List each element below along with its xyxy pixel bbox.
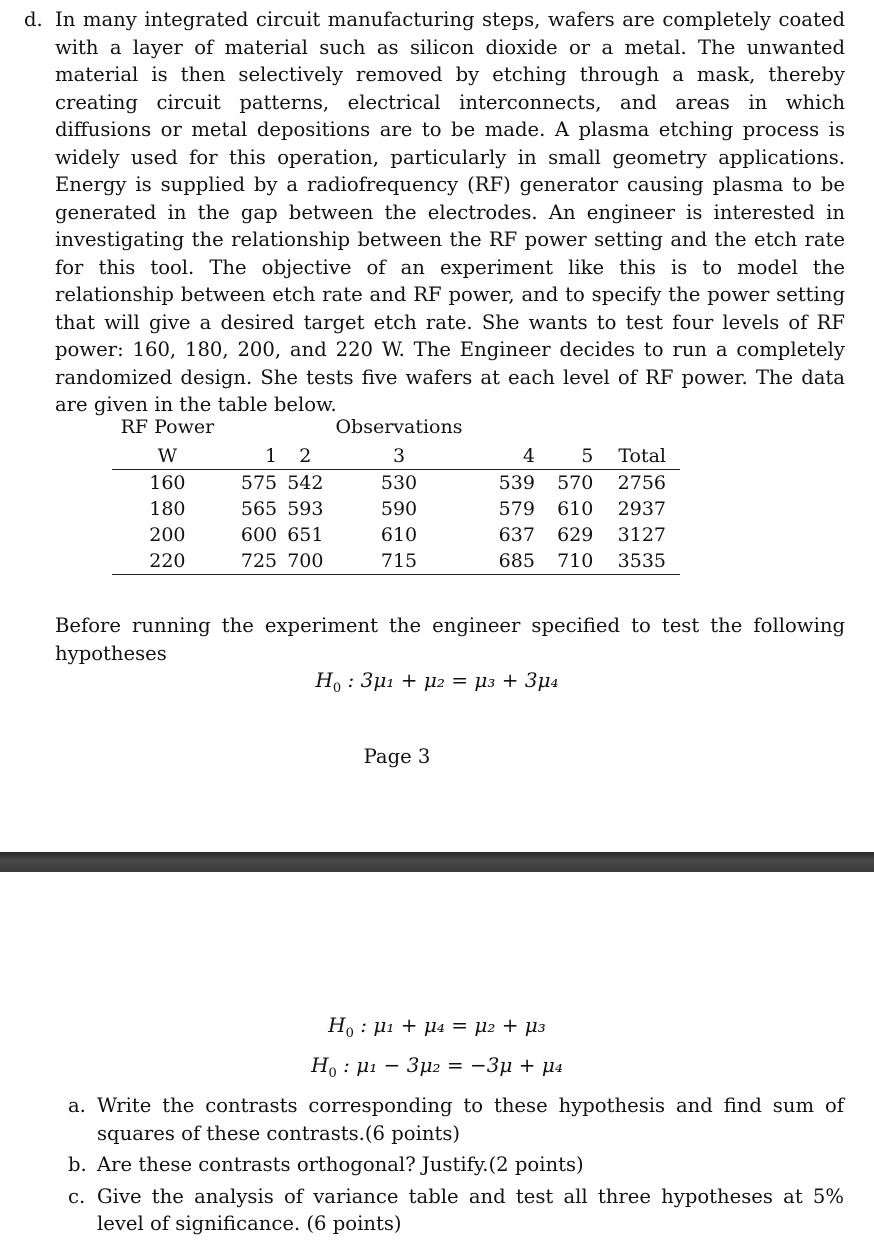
question-b	[68, 1151, 844, 1179]
table-cell: 590	[380, 498, 418, 520]
table-cell: 539	[498, 472, 535, 494]
table-cell: 2756	[617, 472, 666, 494]
col-header: Total	[593, 442, 680, 470]
col-header: 2	[277, 442, 333, 470]
table-cell: 542	[287, 472, 324, 494]
question-a	[68, 1092, 844, 1147]
table-cell: 200	[149, 524, 186, 546]
table-cell: 3127	[617, 524, 666, 546]
col-header: 4	[464, 442, 534, 470]
table-row	[112, 496, 680, 522]
col-header: 1	[223, 442, 277, 470]
problem-text: In many integrated circuit manufacturing steps, wafers are completely coated with a layer of material such as silicon dioxide or a metal. The unwanted material is then selectively removed by etching through a mask, thereby creating circuit patterns, electrical interconnects, and areas in which diffusions or metal depositions are to be made. A plasma etching process is widely used for this operation, particularly in small geometry applications. Energy is supplied by a radiofrequency (RF) generator causing plasma to be generated in the gap between the electrodes. An engineer is interested in investigating the relationship between the RF power setting and the etch rate for this tool. The objective of an experiment like this is to model the relationship between etch rate and RF power, and to specify the power setting that will give a desired target etch rate. She wants to test four levels of RF power: 160, 180, 200, and 220 W. The Engineer decides to run a completely randomized design. She tests five wafers at each level of RF power. The data are given in the table below.	[55, 8, 845, 416]
table-cell: 710	[535, 548, 593, 575]
table-cell: 610	[380, 524, 418, 546]
table-cell: 685	[464, 548, 534, 575]
problem-label: d.	[24, 8, 43, 31]
hypothesis-2: $H_0$ : μ₁ + μ₄ = μ₂ + μ₃	[328, 1013, 546, 1041]
col-header: W	[112, 442, 223, 470]
table-cell: 160	[149, 472, 186, 494]
hypothesis-3: $H_0$ : μ₁ − 3μ₂ = −3μ + μ₄	[311, 1053, 563, 1081]
question-list	[68, 1092, 844, 1242]
problem-paragraph	[24, 6, 845, 419]
table-cell: 530	[380, 472, 418, 494]
col-header: 5	[535, 442, 593, 470]
table-cell: 725	[223, 548, 277, 575]
table-row	[112, 522, 680, 548]
table-cell: 579	[498, 498, 535, 520]
question-label: b.	[68, 1153, 87, 1176]
table-row	[112, 548, 680, 575]
table-cell: 565	[240, 498, 278, 520]
table-cell: 180	[149, 498, 186, 520]
table-cell: 570	[557, 472, 594, 494]
question-c	[68, 1183, 844, 1238]
table-cell: 2937	[617, 498, 666, 520]
page-number: Page 3	[363, 745, 431, 768]
table-cell: 593	[287, 498, 324, 520]
table-cell: 629	[557, 524, 594, 546]
question-text: Are these contrasts orthogonal? Justify.(2 points)	[97, 1153, 584, 1176]
table-cell: 575	[240, 472, 278, 494]
rf-power-data-table	[112, 412, 680, 575]
table-row	[112, 470, 680, 497]
table-cell: 600	[240, 524, 278, 546]
table-header-row-2	[112, 442, 680, 470]
page-divider	[0, 852, 874, 872]
question-text: Give the analysis of variance table and test all three hypotheses at 5% level of significance. (6 points)	[97, 1184, 844, 1235]
table-cell: 715	[334, 548, 465, 575]
header-rf-power: RF Power	[120, 416, 215, 438]
header-observations: Observations	[335, 416, 463, 438]
table-header-row-1	[112, 412, 680, 442]
table-cell: 700	[277, 548, 333, 575]
question-label: c.	[68, 1184, 86, 1208]
table-cell: 637	[498, 524, 535, 546]
table-cell: 3535	[593, 548, 680, 575]
table-cell: 610	[557, 498, 594, 520]
hypothesis-1: $H_0$ : 3μ₁ + μ₂ = μ₃ + 3μ₄	[315, 668, 559, 696]
hypotheses-intro: Before running the experiment the engineer specified to test the following hypotheses	[55, 614, 845, 665]
table-cell: 220	[112, 548, 223, 575]
table-cell: 651	[287, 524, 324, 546]
col-header: 3	[334, 442, 465, 470]
question-label: a.	[68, 1094, 86, 1117]
question-text: Write the contrasts corresponding to these hypothesis and find sum of squares of these contrasts.(6 points)	[97, 1094, 844, 1145]
